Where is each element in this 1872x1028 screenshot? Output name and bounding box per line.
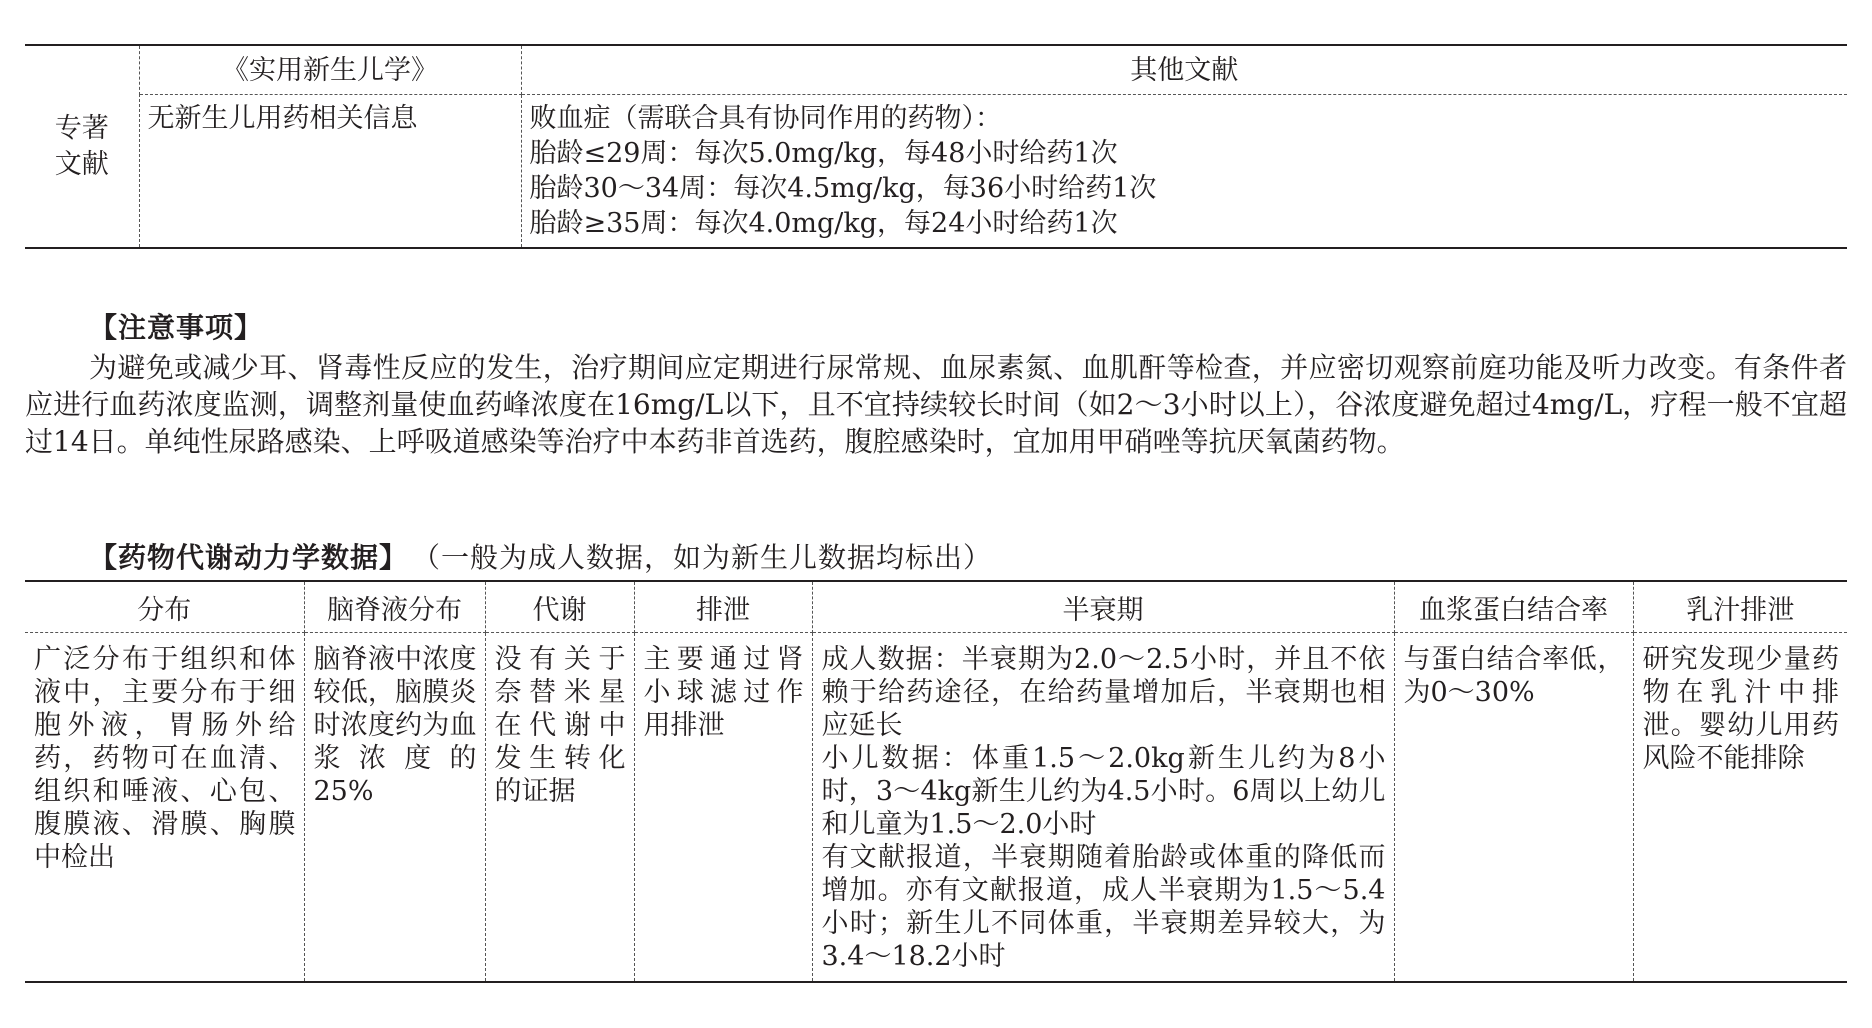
header-distribution: 分布 bbox=[25, 581, 304, 633]
header-other-literature: 其他文献 bbox=[521, 45, 1847, 95]
dosing-line: 胎龄≥35周：每次4.0mg/kg，每24小时给药1次 bbox=[529, 208, 1118, 239]
cell-metabolism: 没有关于奈替米星在代谢中发生转化的证据 bbox=[485, 633, 634, 983]
cell-csf-distribution: 脑脊液中浓度较低，脑膜炎时浓度约为血浆浓度的25% bbox=[304, 633, 485, 983]
dosing-line: 败血症（需联合具有协同作用的药物）： bbox=[529, 103, 1002, 134]
cell-other-literature bbox=[521, 95, 1847, 249]
header-practical-neonatology: 《实用新生儿学》 bbox=[139, 45, 521, 95]
cell-excretion: 主要通过肾小球滤过作用排泄 bbox=[634, 633, 812, 983]
cell-protein-binding: 与蛋白结合率低，为0～30% bbox=[1394, 633, 1633, 983]
half-life-line: 成人数据：半衰期为2.0～2.5小时，并且不依赖于给药途径，在给药量增加后，半衰期也相应延长 bbox=[821, 644, 1386, 741]
pk-heading bbox=[89, 536, 992, 576]
pk-body-row bbox=[25, 633, 1847, 983]
pk-heading-note: （一般为成人数据，如为新生儿数据均标出） bbox=[426, 541, 993, 574]
reference-table bbox=[25, 44, 1847, 249]
precautions-heading: 【注意事项】 bbox=[89, 311, 264, 344]
dosing-line: 胎龄30～34周：每次4.5mg/kg，每36小时给药1次 bbox=[529, 173, 1157, 204]
header-csf-distribution: 脑脊液分布 bbox=[304, 581, 485, 633]
header-milk-excretion: 乳汁排泄 bbox=[1633, 581, 1847, 633]
cell-milk-excretion: 研究发现少量药物在乳汁中排泄。婴幼儿用药风险不能排除 bbox=[1642, 644, 1839, 774]
pk-header-row bbox=[25, 581, 1847, 633]
pk-heading-title: 【药物代谢动力学数据】 bbox=[89, 541, 409, 574]
precautions-paragraph: 为避免或减少耳、肾毒性反应的发生，治疗期间应定期进行尿常规、血尿素氮、血肌酐等检查，并应密切观察前庭功能及听力改变。有条件者应进行血药浓度监测，调整剂量使血药峰浓度在16mg/L以下，且不宜持续较长时间（如2～3小时以上），谷浓度避免超过4mg/L，疗程一般不宜超过14日。单纯性尿路感染、上呼吸道感染等治疗中本药非首选药，腹腔感染时，宜加用甲硝唑等抗厌氧菌药物。 bbox=[25, 351, 1847, 458]
pk-table bbox=[25, 580, 1847, 983]
header-protein-binding: 血浆蛋白结合率 bbox=[1394, 581, 1633, 633]
header-metabolism: 代谢 bbox=[485, 581, 634, 633]
row-label-literature bbox=[25, 45, 139, 248]
cell-distribution: 广泛分布于组织和体液中，主要分布于细胞外液，胃肠外给药，药物可在血清、组织和唾液、心包、腹膜液、滑膜、胸膜中检出 bbox=[25, 633, 304, 983]
half-life-line: 有文献报道，半衰期随着胎龄或体重的降低而增加。亦有文献报道，成人半衰期为1.5～5.4小时；新生儿不同体重，半衰期差异较大，为3.4～18.2小时 bbox=[821, 842, 1386, 972]
header-excretion: 排泄 bbox=[634, 581, 812, 633]
row-label-text: 专著 文献 bbox=[54, 112, 109, 180]
cell-half-life bbox=[812, 633, 1394, 983]
half-life-line: 小儿数据：体重1.5～2.0kg新生儿约为8小时，3～4kg新生儿约为4.5小时。6周以上幼儿和儿童为1.5～2.0小时 bbox=[821, 743, 1386, 840]
cell-practical-neonatology: 无新生儿用药相关信息 bbox=[139, 95, 521, 249]
dosing-line: 胎龄≤29周：每次5.0mg/kg，每48小时给药1次 bbox=[529, 138, 1118, 169]
header-half-life: 半衰期 bbox=[812, 581, 1394, 633]
